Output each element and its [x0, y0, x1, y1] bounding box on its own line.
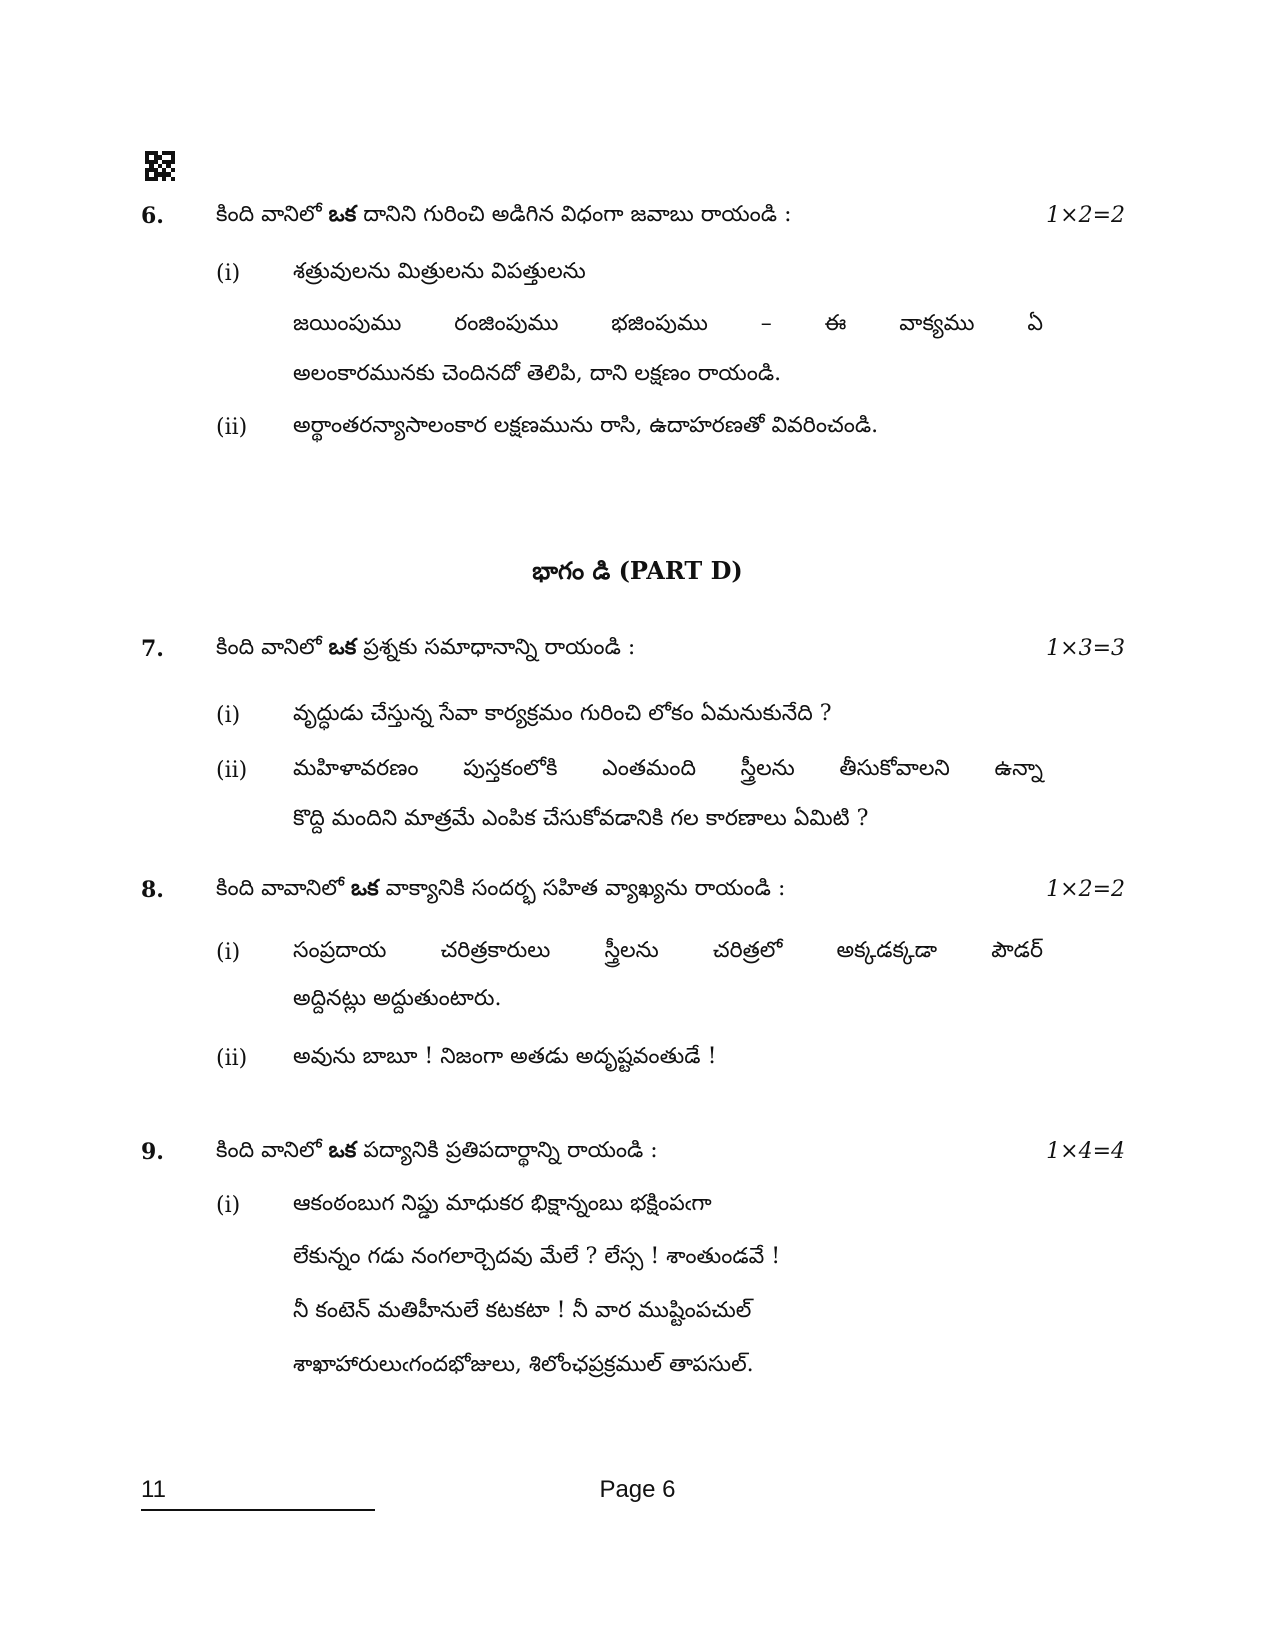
question-7-number: 7.	[141, 636, 164, 662]
q8-item-i-line-2: అద్దినట్లు అద్దుతుంటారు.	[293, 986, 502, 1011]
q8-item-ii-label: (ii)	[216, 1046, 248, 1071]
q9-poem-line-2: లేకున్నం గడు నంగలార్చెదవు మేలే ? లేస్స ! శాంతుండవే !	[293, 1244, 781, 1269]
prompt-bold: ఒక	[351, 875, 379, 901]
q7-item-i-text: వృద్ధుడు చేస్తున్న సేవా కార్యక్రమం గురించి లోకం ఏమనుకునేది ?	[293, 701, 832, 726]
q9-item-i-label: (i)	[216, 1193, 241, 1218]
q9-poem-line-1: ఆకంఠంబుగ నిప్డు మాధుకర భిక్షాన్నంబు భక్షింపఁగా	[293, 1191, 712, 1216]
page-number: Page 6	[599, 1476, 676, 1503]
part-d-heading: భాగం డి (PART D)	[532, 556, 743, 585]
prompt-bold: ఒక	[328, 201, 357, 227]
question-8-marks: 1×2=2	[1046, 877, 1125, 902]
q7-item-ii-line-1: మహిళావరణం పుస్తకంలోకి ఎంతమంది స్త్రీలను తీసుకోవాలని ఉన్నా	[293, 756, 1043, 781]
q6-item-i-line-1: శత్రువులను మిత్రులను విపత్తులను	[293, 259, 586, 284]
question-6-number: 6.	[141, 203, 164, 229]
question-7-prompt	[216, 634, 635, 665]
prompt-text: కింది వానిలో	[216, 635, 329, 660]
prompt-text: కింది వానిలో	[216, 202, 329, 227]
q6-item-ii-text: అర్థాంతరన్యాసాలంకార లక్షణమును రాసి, ఉదాహరణతో వివరించండి.	[293, 413, 879, 438]
q6-item-i-label: (i)	[216, 261, 241, 286]
question-9-number: 9.	[141, 1139, 164, 1165]
prompt-text: దానిని గురించి అడిగిన విధంగా జవాబు రాయండి :	[356, 202, 792, 227]
q7-item-i-label: (i)	[216, 703, 241, 728]
question-9-prompt	[216, 1137, 658, 1168]
question-6-marks: 1×2=2	[1046, 203, 1125, 228]
prompt-text: పద్యానికి ప్రతిపదార్థాన్ని రాయండి :	[356, 1138, 658, 1163]
prompt-bold: ఒక	[328, 634, 357, 660]
prompt-text: కింది వానిలో	[216, 1138, 329, 1163]
prompt-text: వాక్యానికి సందర్భ సహిత వ్యాఖ్యను రాయండి :	[378, 876, 786, 901]
question-6-prompt	[216, 201, 791, 232]
question-9-marks: 1×4=4	[1046, 1139, 1125, 1164]
q6-item-i-line-3: అలంకారమునకు చెందినదో తెలిపి, దాని లక్షణం రాయండి.	[293, 361, 782, 386]
prompt-text: ప్రశ్నకు సమాధానాన్ని రాయండి :	[356, 635, 636, 660]
question-8-number: 8.	[141, 877, 164, 903]
q7-item-ii-line-2: కొద్ది మందిని మాత్రమే ఎంపిక చేసుకోవడానికి గల కారణాలు ఏమిటి ?	[293, 806, 869, 831]
question-8-prompt	[216, 875, 785, 906]
q6-item-ii-label: (ii)	[216, 415, 248, 440]
footer-code: 11	[141, 1476, 166, 1503]
q8-item-i-line-1: సంప్రదాయ చరిత్రకారులు స్త్రీలను చరిత్రలో అక్కడక్కడా పౌడర్	[293, 938, 1043, 963]
q7-item-ii-label: (ii)	[216, 758, 248, 783]
prompt-text: కింది వావానిలో	[216, 876, 351, 901]
q9-poem-line-4: శాఖాహారులుఁగందభోజులు, శిలోంఛప్రక్రముల్ తాపసుల్.	[293, 1352, 754, 1377]
q9-poem-line-3: నీ కంటెన్ మతిహీనులే కటకటా ! నీ వార ముష్టింపచుల్	[293, 1298, 752, 1323]
question-7-marks: 1×3=3	[1046, 636, 1125, 661]
prompt-bold: ఒక	[328, 1137, 357, 1163]
q8-item-ii-text: అవును బాబూ ! నిజంగా అతడు అదృష్టవంతుడే !	[293, 1044, 717, 1069]
qr-code-icon	[145, 151, 175, 181]
q6-item-i-line-2: జయింపుము రంజింపుము భజింపుము – ఈ వాక్యము ఏ	[293, 311, 1043, 336]
q8-item-i-label: (i)	[216, 940, 241, 965]
footer-divider	[141, 1509, 375, 1511]
